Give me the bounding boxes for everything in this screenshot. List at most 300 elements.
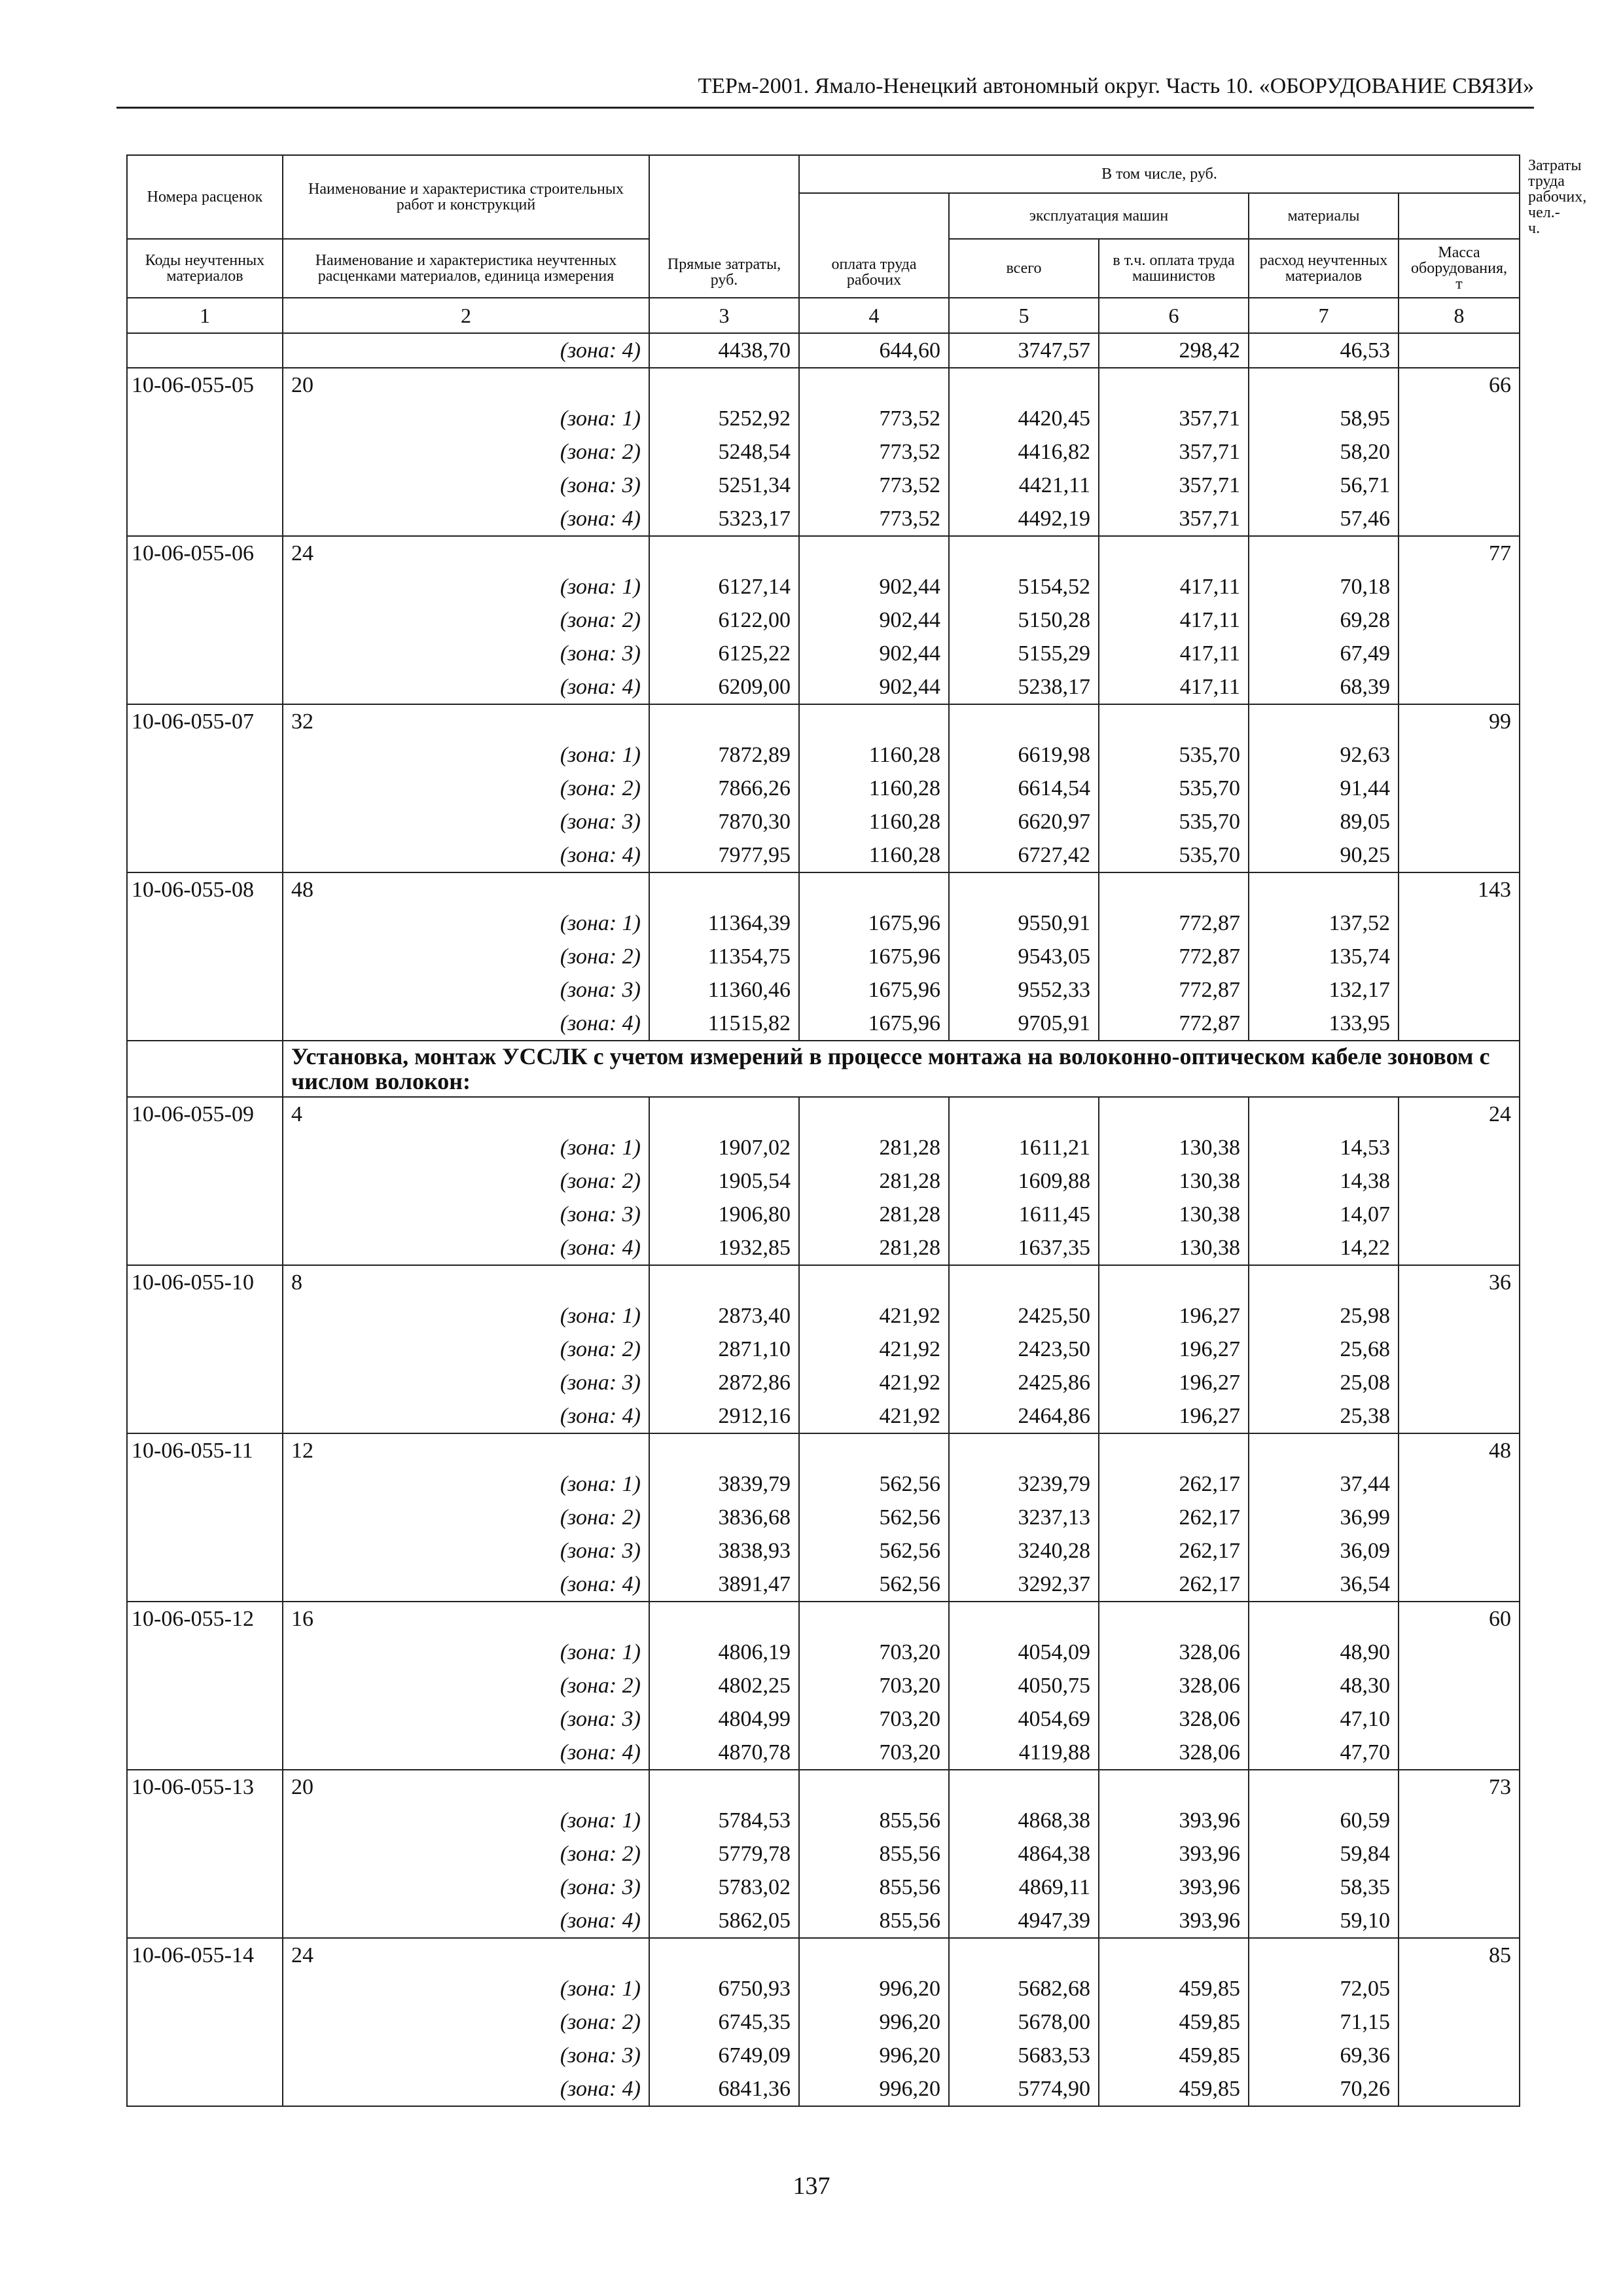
col3-header: Прямые затраты, руб. [649,155,799,298]
labor-cell [1399,1467,1520,1501]
zone-row [127,973,1520,1007]
value-cell: 69,36 [1249,2039,1399,2072]
rate-code-cell [127,906,283,940]
value-cell: 60,59 [1249,1804,1399,1837]
labor-cost: 85 [1399,1938,1520,1972]
value-cell: 417,11 [1099,637,1249,670]
zone-row [127,772,1520,805]
rate-code-cell [127,1164,283,1198]
labor-cell [1399,1736,1520,1770]
value-cell: 421,92 [799,1299,949,1333]
value-cell: 6125,22 [649,637,799,670]
zone-label: (зона: 1) [283,1299,649,1333]
labor-cell [1399,772,1520,805]
page-number: 137 [793,2172,830,2200]
zone-row [127,1198,1520,1231]
table-body [127,333,1520,2106]
value-cell: 421,92 [799,1399,949,1433]
zone-row [127,805,1520,838]
value-cell: 3891,47 [649,1568,799,1602]
empty-cell [1099,1602,1249,1636]
labor-cell [1399,1534,1520,1568]
value-cell: 4421,11 [949,469,1099,502]
labor-cost: 60 [1399,1602,1520,1636]
value-cell: 357,71 [1099,502,1249,536]
value-cell: 47,70 [1249,1736,1399,1770]
labor-cost: 48 [1399,1433,1520,1467]
value-cell: 58,95 [1249,402,1399,435]
zone-row [127,502,1520,536]
value-cell: 3240,28 [949,1534,1099,1568]
zone-row [127,1736,1520,1770]
zone-label: (зона: 3) [283,2039,649,2072]
value-cell: 703,20 [799,1702,949,1736]
value-cell: 11515,82 [649,1007,799,1041]
rate-row [127,536,1520,570]
empty-cell [949,368,1099,402]
value-cell: 48,90 [1249,1636,1399,1669]
empty-cell [799,536,949,570]
value-cell: 262,17 [1099,1534,1249,1568]
labor-cost: 24 [1399,1097,1520,1131]
rate-code-cell [127,838,283,872]
value-cell: 68,39 [1249,670,1399,704]
rate-code: 10-06-055-06 [127,536,283,570]
value-cell: 328,06 [1099,1669,1249,1702]
value-cell: 5678,00 [949,2005,1099,2039]
zone-label: (зона: 3) [283,1198,649,1231]
labor-cell [1399,502,1520,536]
rate-code-cell [127,805,283,838]
zone-row [127,1333,1520,1366]
zone-label: (зона: 2) [283,1501,649,1534]
rate-code-cell [127,1804,283,1837]
value-cell: 70,18 [1249,570,1399,603]
rates-table-container [126,154,1587,2107]
rate-code-cell [127,1837,283,1871]
value-cell: 59,84 [1249,1837,1399,1871]
value-cell: 5155,29 [949,637,1099,670]
rate-code-cell [127,1534,283,1568]
empty-cell [1249,1770,1399,1804]
value-cell: 459,85 [1099,2072,1249,2106]
value-cell: 421,92 [799,1333,949,1366]
zone-row [127,1972,1520,2005]
value-cell: 6749,09 [649,2039,799,2072]
value-cell: 4054,09 [949,1636,1099,1669]
value-cell: 2464,86 [949,1399,1099,1433]
labor-cost: 66 [1399,368,1520,402]
value-cell: 1611,21 [949,1131,1099,1164]
value-cell: 357,71 [1099,469,1249,502]
labor-cell [1399,906,1520,940]
col1-top-header: Номера расценок [127,155,283,239]
empty-cell [949,1602,1099,1636]
labor-cell [1399,973,1520,1007]
value-cell: 262,17 [1099,1568,1249,1602]
value-cell: 1675,96 [799,973,949,1007]
value-cell: 1160,28 [799,738,949,772]
rate-code-cell [127,940,283,973]
column-number: 8 [1399,298,1520,333]
value-cell: 1675,96 [799,940,949,973]
zone-label: (зона: 1) [283,402,649,435]
table-header: Номера расценок Наименование и характеристика строительных работ и конструкций Прямые затраты, руб. В том числе, руб. Затраты труда рабочих, чел.-ч. оплата труда рабочих эксплуатация машин материалы Коды неучтенных материалов Наименование и характеристика неучтенных расценками материалов, единица измерения всего в т.ч. оплата труда машинистов расход неучтенных материалов Масса оборудования, т 1 2 3 4 5 6 7 8 [127,155,1520,333]
rate-code-cell [127,1636,283,1669]
value-cell: 90,25 [1249,838,1399,872]
value-cell: 3292,37 [949,1568,1099,1602]
zone-row [127,1007,1520,1041]
rate-name: 8 [283,1265,649,1299]
empty-cell [1099,1097,1249,1131]
value-cell: 262,17 [1099,1467,1249,1501]
value-cell: 2425,50 [949,1299,1099,1333]
value-cell: 14,53 [1249,1131,1399,1164]
labor-cell [1399,670,1520,704]
empty-cell [649,1938,799,1972]
zone-label: (зона: 1) [283,1131,649,1164]
value-cell: 1675,96 [799,1007,949,1041]
value-cell: 2871,10 [649,1333,799,1366]
value-cell: 6127,14 [649,570,799,603]
value-cell: 262,17 [1099,1501,1249,1534]
zone-row [127,603,1520,637]
empty-cell [649,1265,799,1299]
col5-header: всего [949,239,1099,298]
value-cell: 47,10 [1249,1702,1399,1736]
value-cell: 4420,45 [949,402,1099,435]
zone-label: (зона: 2) [283,1164,649,1198]
labor-cell [1399,333,1520,368]
value-cell: 4870,78 [649,1736,799,1770]
value-cell: 6620,97 [949,805,1099,838]
zone-label: (зона: 2) [283,1333,649,1366]
zone-row [127,906,1520,940]
value-cell: 3838,93 [649,1534,799,1568]
machines-header: эксплуатация машин [949,193,1249,239]
zone-label: (зона: 3) [283,1534,649,1568]
rate-code-cell [127,502,283,536]
value-cell: 281,28 [799,1164,949,1198]
value-cell: 459,85 [1099,1972,1249,2005]
value-cell: 772,87 [1099,906,1249,940]
value-cell: 328,06 [1099,1636,1249,1669]
value-cell: 459,85 [1099,2005,1249,2039]
empty-cell [1099,368,1249,402]
zone-row [127,469,1520,502]
value-cell: 417,11 [1099,603,1249,637]
zone-label: (зона: 3) [283,973,649,1007]
value-cell: 4492,19 [949,502,1099,536]
labor-cell [1399,469,1520,502]
labor-cell [1399,1164,1520,1198]
value-cell: 92,63 [1249,738,1399,772]
labor-cost: 143 [1399,872,1520,906]
value-cell: 772,87 [1099,940,1249,973]
zone-row [127,1299,1520,1333]
value-cell: 135,74 [1249,940,1399,973]
value-cell: 703,20 [799,1636,949,1669]
rate-code-cell [127,1198,283,1231]
value-cell: 11364,39 [649,906,799,940]
rate-name: 16 [283,1602,649,1636]
empty-cell [649,1433,799,1467]
value-cell: 644,60 [799,333,949,368]
value-cell: 4869,11 [949,1871,1099,1904]
zone-row [127,1399,1520,1433]
rate-code-cell [127,738,283,772]
value-cell: 393,96 [1099,1804,1249,1837]
value-cell: 36,54 [1249,1568,1399,1602]
column-number: 1 [127,298,283,333]
value-cell: 6841,36 [649,2072,799,2106]
rate-code-cell [127,1568,283,1602]
column-number: 5 [949,298,1099,333]
value-cell: 2873,40 [649,1299,799,1333]
rate-row [127,1770,1520,1804]
empty-cell [949,1097,1099,1131]
rate-code-cell [127,1333,283,1366]
labor-cell [1399,603,1520,637]
zone-row [127,940,1520,973]
zone-label: (зона: 2) [283,940,649,973]
value-cell: 5774,90 [949,2072,1099,2106]
zone-label: (зона: 4) [283,2072,649,2106]
zone-label: (зона: 2) [283,1837,649,1871]
value-cell: 996,20 [799,2005,949,2039]
value-cell: 535,70 [1099,772,1249,805]
value-cell: 1160,28 [799,805,949,838]
labor-cell [1399,570,1520,603]
empty-cell [799,1097,949,1131]
value-cell: 4054,69 [949,1702,1099,1736]
value-cell: 3239,79 [949,1467,1099,1501]
zone-label: (зона: 3) [283,637,649,670]
empty-cell [799,1602,949,1636]
value-cell: 36,99 [1249,1501,1399,1534]
labor-cell [1399,1702,1520,1736]
zone-row [127,402,1520,435]
zone-label: (зона: 3) [283,1366,649,1399]
labor-cell [1399,1399,1520,1433]
zone-label: (зона: 1) [283,1467,649,1501]
value-cell: 281,28 [799,1131,949,1164]
value-cell: 46,53 [1249,333,1399,368]
value-cell: 5323,17 [649,502,799,536]
column-number: 3 [649,298,799,333]
value-cell: 25,08 [1249,1366,1399,1399]
value-cell: 130,38 [1099,1164,1249,1198]
value-cell: 5682,68 [949,1972,1099,2005]
zone-row [127,2072,1520,2106]
labor-cell [1399,1871,1520,1904]
rate-code-cell [127,637,283,670]
value-cell: 89,05 [1249,805,1399,838]
value-cell: 9550,91 [949,906,1099,940]
value-cell: 4802,25 [649,1669,799,1702]
value-cell: 5150,28 [949,603,1099,637]
rate-code: 10-06-055-13 [127,1770,283,1804]
labor-cell [1399,1669,1520,1702]
labor-cell [1399,1804,1520,1837]
value-cell: 902,44 [799,637,949,670]
value-cell: 1609,88 [949,1164,1099,1198]
empty-cell [1099,1770,1249,1804]
value-cell: 14,07 [1249,1198,1399,1231]
empty-cell [949,1938,1099,1972]
rate-code-cell [127,435,283,469]
value-cell: 4804,99 [649,1702,799,1736]
group-header: В том числе, руб. [799,155,1520,193]
empty-cell [1099,536,1249,570]
value-cell: 773,52 [799,402,949,435]
labor-cell [1399,738,1520,772]
empty-cell [799,1770,949,1804]
value-cell: 36,09 [1249,1534,1399,1568]
rate-code-cell [127,1467,283,1501]
value-cell: 25,98 [1249,1299,1399,1333]
column-number: 7 [1249,298,1399,333]
empty-cell [949,1770,1099,1804]
zone-label: (зона: 1) [283,1636,649,1669]
value-cell: 1905,54 [649,1164,799,1198]
value-cell: 4947,39 [949,1904,1099,1938]
value-cell: 11354,75 [649,940,799,973]
rate-row [127,1938,1520,1972]
value-cell: 91,44 [1249,772,1399,805]
zone-label: (зона: 1) [283,1972,649,2005]
value-cell: 6122,00 [649,603,799,637]
zone-row [127,1702,1520,1736]
value-cell: 328,06 [1099,1702,1249,1736]
empty-cell [1249,1602,1399,1636]
labor-cost: 36 [1399,1265,1520,1299]
value-cell: 4416,82 [949,435,1099,469]
rate-name: 48 [283,872,649,906]
value-cell: 6614,54 [949,772,1099,805]
rate-code: 10-06-055-07 [127,704,283,738]
value-cell: 58,20 [1249,435,1399,469]
col1-bottom-header: Коды неучтенных материалов [127,239,283,298]
empty-cell [799,1265,949,1299]
empty-cell [649,1602,799,1636]
value-cell: 48,30 [1249,1669,1399,1702]
empty-cell [1249,704,1399,738]
value-cell: 5784,53 [649,1804,799,1837]
value-cell: 393,96 [1099,1904,1249,1938]
value-cell: 902,44 [799,570,949,603]
labor-cell [1399,1131,1520,1164]
value-cell: 25,68 [1249,1333,1399,1366]
zone-label: (зона: 2) [283,772,649,805]
empty-cell [799,704,949,738]
value-cell: 7866,26 [649,772,799,805]
rate-name: 24 [283,536,649,570]
zone-row [127,838,1520,872]
zone-row [127,1904,1520,1938]
value-cell: 4050,75 [949,1669,1099,1702]
rate-code-cell [127,603,283,637]
zone-label: (зона: 4) [283,1904,649,1938]
value-cell: 58,35 [1249,1871,1399,1904]
value-cell: 2423,50 [949,1333,1099,1366]
rate-code-cell [127,1736,283,1770]
rate-code: 10-06-055-05 [127,368,283,402]
value-cell: 298,42 [1099,333,1249,368]
value-cell: 535,70 [1099,805,1249,838]
zone-label: (зона: 2) [283,2005,649,2039]
rate-code: 10-06-055-09 [127,1097,283,1131]
empty-cell [1249,1938,1399,1972]
col6-header: в т.ч. оплата труда машинистов [1099,239,1249,298]
labor-cell [1399,1333,1520,1366]
rate-code: 10-06-055-08 [127,872,283,906]
zone-row [127,333,1520,368]
zone-label: (зона: 2) [283,435,649,469]
zone-row [127,1467,1520,1501]
empty-cell [1099,1938,1249,1972]
labor-cell [1399,1231,1520,1265]
empty-cell [799,1938,949,1972]
value-cell: 5238,17 [949,670,1099,704]
rate-code-cell [127,2072,283,2106]
value-cell: 69,28 [1249,603,1399,637]
zone-row [127,1131,1520,1164]
value-cell: 37,44 [1249,1467,1399,1501]
rate-name: 20 [283,368,649,402]
zone-label: (зона: 4) [283,333,649,368]
value-cell: 7872,89 [649,738,799,772]
rate-code-cell [127,570,283,603]
value-cell: 562,56 [799,1568,949,1602]
value-cell: 703,20 [799,1669,949,1702]
value-cell: 562,56 [799,1467,949,1501]
zone-label: (зона: 4) [283,1736,649,1770]
value-cell: 6750,93 [649,1972,799,2005]
value-cell: 70,26 [1249,2072,1399,2106]
value-cell: 1906,80 [649,1198,799,1231]
value-cell: 562,56 [799,1534,949,1568]
value-cell: 67,49 [1249,637,1399,670]
labor-cell [1399,402,1520,435]
empty-cell [799,872,949,906]
empty-cell [949,1433,1099,1467]
labor-cost: 77 [1399,536,1520,570]
value-cell: 996,20 [799,2072,949,2106]
labor-cell [1399,1366,1520,1399]
value-cell: 4806,19 [649,1636,799,1669]
value-cell: 7977,95 [649,838,799,872]
zone-label: (зона: 4) [283,1568,649,1602]
empty-cell [1249,368,1399,402]
value-cell: 773,52 [799,435,949,469]
zone-label: (зона: 3) [283,1871,649,1904]
rate-name: 12 [283,1433,649,1467]
rate-code: 10-06-055-11 [127,1433,283,1467]
value-cell: 5248,54 [649,435,799,469]
labor-cell [1399,2072,1520,2106]
zone-row [127,1837,1520,1871]
empty-cell [649,872,799,906]
zone-label: (зона: 1) [283,906,649,940]
value-cell: 5251,34 [649,469,799,502]
rate-code: 10-06-055-14 [127,1938,283,1972]
zone-row [127,637,1520,670]
value-cell: 417,11 [1099,570,1249,603]
value-cell: 6619,98 [949,738,1099,772]
empty-cell [1249,1097,1399,1131]
zone-row [127,1669,1520,1702]
